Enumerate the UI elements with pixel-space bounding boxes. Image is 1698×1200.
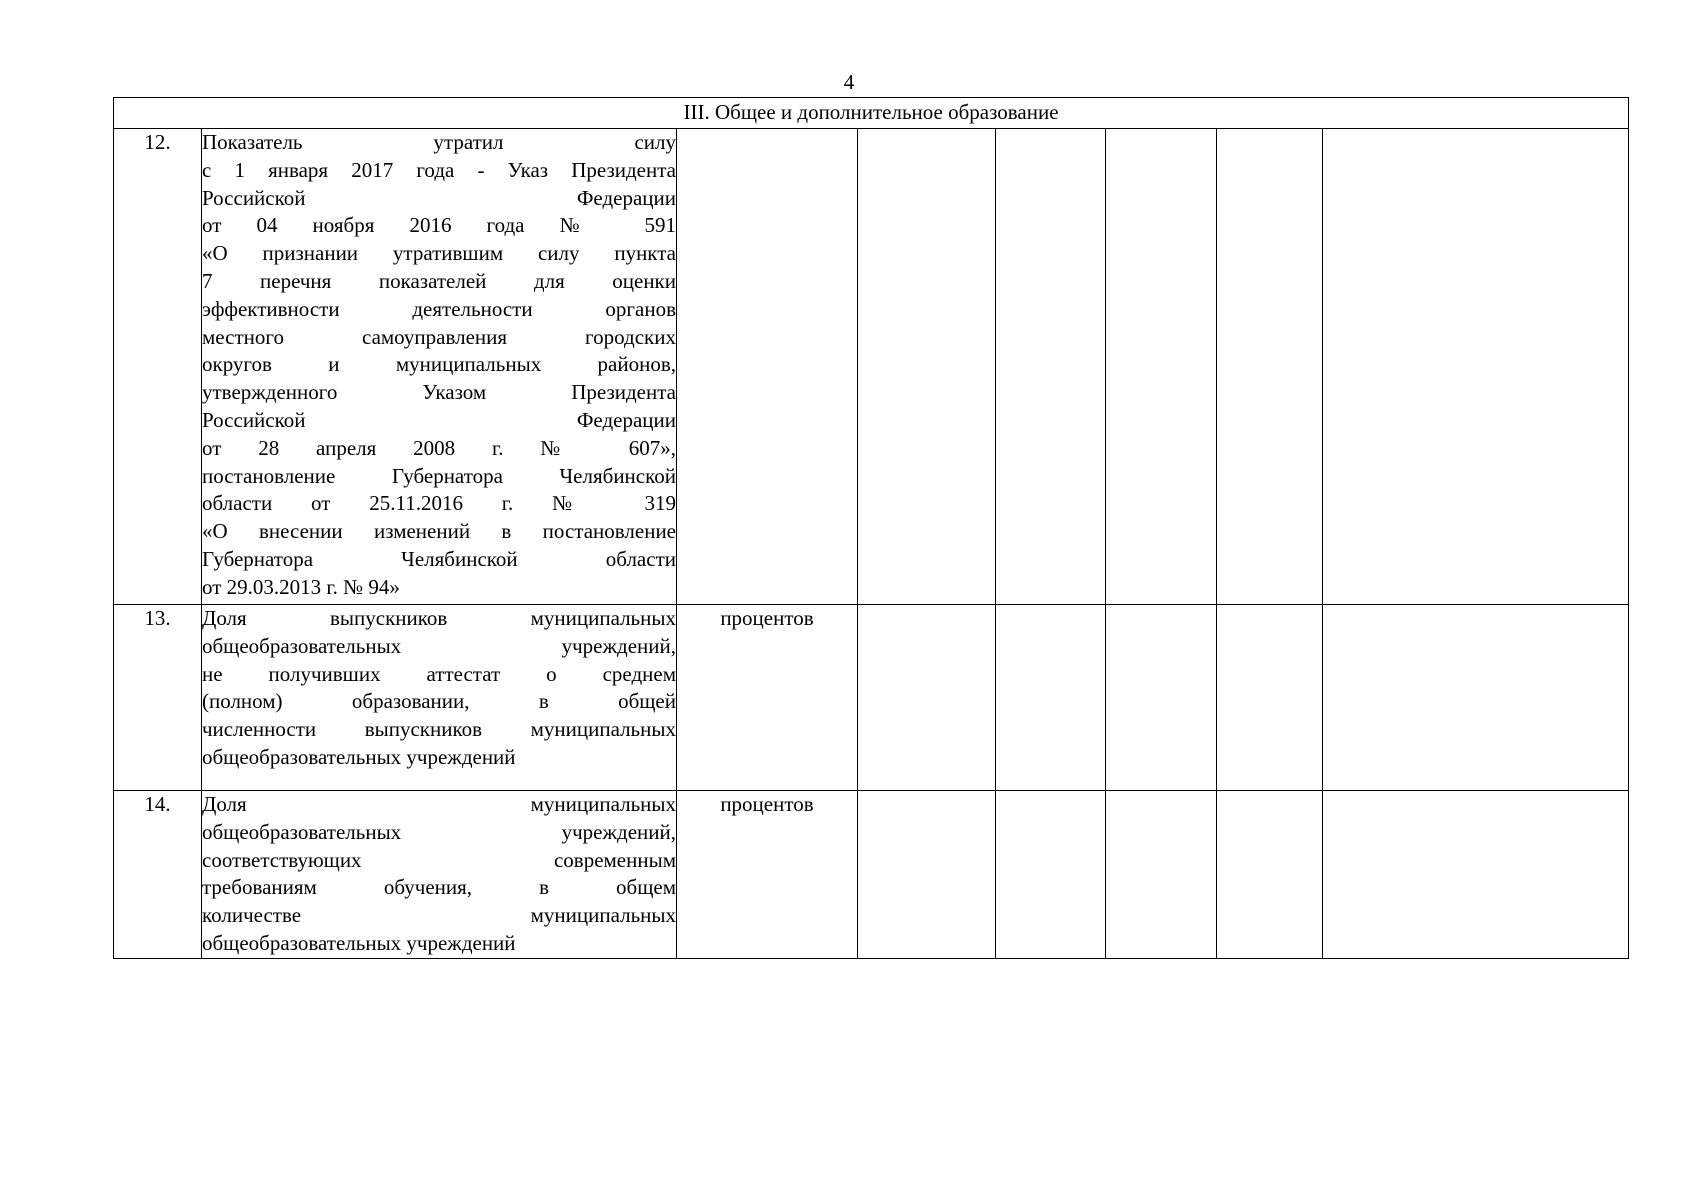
description-line: Показатель утратил силу [202,130,676,154]
section-heading-row [114,98,1629,129]
description-line: «О внесении изменений в постановление [202,519,676,544]
description-line: области от 25.11.2016 г. № 319 [202,491,676,516]
table-row [114,605,1629,791]
description-line: «О признании утратившим силу пункта [202,241,676,266]
description-line: требованиям обучения, в общем [202,875,676,900]
indicator-description [202,605,677,791]
description-line: Российской Федерации [202,407,676,432]
description-line: общеобразовательных учреждений [202,744,516,769]
value-cell [858,605,996,791]
section-title: III. Общее и дополнительное образование [114,98,1629,129]
value-cell [1106,605,1217,791]
description-line: соответствующих современным [202,847,676,872]
indicator-description [202,129,677,605]
description-line: округов и муниципальных районов, [202,352,676,377]
unit-cell: процентов [677,605,858,791]
description-line: постановление Губернатора Челябинской [202,463,676,488]
row-number: 13. [114,605,202,791]
description-line: общеобразовательных учреждений, [202,819,676,844]
row-number: 14. [114,791,202,959]
table-row [114,791,1629,959]
description-line: Доля муниципальных [202,792,676,816]
value-cell [1217,129,1323,605]
description-line: 7 перечня показателей для оценки [202,268,676,293]
indicator-description [202,791,677,959]
value-cell [996,605,1106,791]
description-line: с 1 января 2017 года - Указ Президента [202,157,676,182]
page-number: 4 [843,70,855,94]
value-cell [1106,791,1217,959]
description-line: не получивших аттестат о среднем [202,661,676,686]
description-line: численности выпускников муниципальных [202,717,676,742]
note-cell [1323,605,1629,791]
table-row [114,129,1629,605]
description-line: количестве муниципальных [202,903,676,928]
indicators-table [113,97,1629,959]
value-cell [858,791,996,959]
description-line: от 29.03.2013 г. № 94» [202,574,400,599]
description-line: общеобразовательных учреждений, [202,633,676,658]
unit-cell: процентов [677,791,858,959]
value-cell [1217,791,1323,959]
description-line: местного самоуправления городских [202,324,676,349]
note-cell [1323,791,1629,959]
unit-cell [677,129,858,605]
value-cell [996,129,1106,605]
row-number: 12. [114,129,202,605]
description-line: Российской Федерации [202,185,676,210]
note-cell [1323,129,1629,605]
value-cell [1217,605,1323,791]
description-line: Доля выпускников муниципальных [202,606,676,630]
description-line: утвержденного Указом Президента [202,380,676,405]
description-line: от 28 апреля 2008 г. № 607», [202,435,676,460]
description-line: эффективности деятельности органов [202,296,676,321]
value-cell [858,129,996,605]
description-line: общеобразовательных учреждений [202,930,516,955]
description-line: от 04 ноября 2016 года № 591 [202,213,676,238]
description-line: (полном) образовании, в общей [202,689,676,714]
description-line: Губернатора Челябинской области [202,546,676,571]
value-cell [1106,129,1217,605]
value-cell [996,791,1106,959]
